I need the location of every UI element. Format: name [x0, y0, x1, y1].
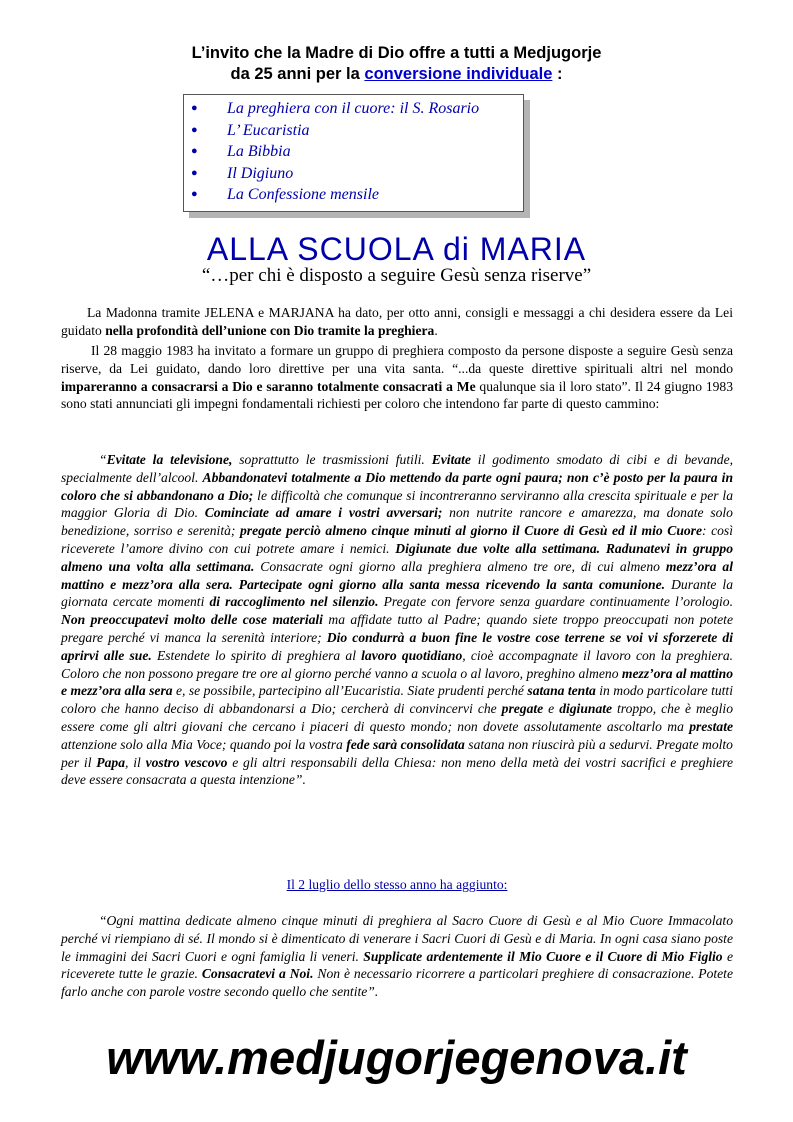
bullet-icon: ●	[191, 188, 198, 201]
bold-text-run: vostro vescovo	[145, 754, 228, 770]
bullet-icon: ●	[191, 123, 198, 136]
text-run: Estendete lo spirito di preghiera al	[151, 647, 362, 663]
bold-text-run: mezz’ora al mattino e mezz’ora alla sera. Partecipate ogni giorno alla santa messa ricevendo la santa comunione.	[61, 558, 733, 592]
text-run: .	[434, 322, 438, 338]
text-run: e gli altri responsabili della Chiesa: non meno della metà dei vostri sacrifici e preghiere deve essere consacrata a questa intenzione”.	[61, 754, 733, 788]
bold-text-run: Papa	[96, 754, 125, 770]
intro-paragraph	[61, 304, 733, 340]
text-run: soprattutto le trasmissioni futili.	[232, 452, 432, 467]
text-run: non nutrite rancore e amarezza, ma donate solo benedizione, sorriso e serenità;	[61, 505, 733, 539]
bold-text-run: Digiunate due volte alla settimana. Radunatevi in gruppo almeno una volta alla settimana.	[61, 540, 733, 574]
text-run: “Ogni mattina dedicate almeno cinque minuti di preghiera al Sacro Cuore di Gesù e al Mio Cuore Immacolato perché vi riempiano di sé. Il mondo si è dimenticato di venerare i Sacri Cuori di Gesù e di Maria. In ogni casa siano poste le immagini dei Sacri Cuori e ogni famiglia li veneri.	[61, 913, 733, 964]
bold-text-run: di raccoglimento nel silenzio.	[209, 594, 379, 610]
bullet-icon: ●	[191, 145, 198, 158]
text-run: , il	[125, 754, 146, 770]
bold-text-run: Dio condurrà a buon fine le vostre cose terrene se voi vi sforzerete di aprirvi alle sue.	[61, 629, 733, 663]
text-run: , cioè accompagnate il lavoro con la preghiera. Coloro che non possono pregare tre ore al giorno perché vanno a scuola o al lavoro, preghino almeno	[61, 647, 734, 681]
text-run: ma affidate tutto al Padre; quando siete troppo preoccupati non potete pregare perché vi manca la serenità interiore;	[61, 612, 733, 645]
text-run: Pregate con fervore senza guardare continuamente l’orologio.	[378, 594, 733, 610]
text-run: e	[543, 701, 560, 717]
practice-item-label: La Bibbia	[227, 143, 291, 161]
text-run: e riceverete tutte le grazie.	[61, 948, 733, 982]
practice-item-label: La preghiera con il cuore: il S. Rosario	[227, 100, 480, 117]
practices-list	[184, 98, 523, 206]
text-run: Il 28 maggio 1983 ha invitato a formare un gruppo di preghiera composto da persone disposte a seguire Gesù senza riserve, da Lei guidato, dando loro direttive per una vita santa. “...da queste direttive spirituali altri nel mondo	[61, 343, 733, 376]
text-run: : così riceverete l’amore divino con cui potrete amare i nemici.	[61, 523, 733, 556]
text-run: satana non riuscirà più a sedurvi. Pregate molto per il	[61, 736, 733, 770]
bold-text-run: Consacratevi a Noi.	[201, 966, 314, 982]
page-title: ALLA SCUOLA di MARIA	[206, 231, 587, 267]
july-heading-link[interactable]: Il 2 luglio dello stesso anno ha aggiunto:	[286, 877, 508, 892]
message-june-paragraph	[61, 451, 733, 789]
practice-item	[184, 184, 523, 206]
website-url: www.medjugorjegenova.it	[106, 1031, 687, 1084]
text-run: attenzione solo alla Mia Voce; quando poi la vostra	[61, 736, 347, 752]
practice-item	[184, 141, 523, 163]
page-subtitle: “…per chi è disposto a seguire Gesù senza riserve”	[201, 265, 592, 286]
text-run: Durante la giornata cercate momenti	[61, 576, 733, 610]
directives-paragraph	[61, 342, 733, 413]
text-run: le difficoltà che comunque si incontreranno serviranno alla crescita spirituale e per la maggior Gloria di Dio.	[61, 487, 733, 521]
text-run: qualunque sia il loro stato”. Il 24 giugno 1983 sono stati annunciati gli impegni fondamentali richiesti per coloro che intendono far parte di questo cammino:	[61, 378, 734, 412]
practice-item	[184, 120, 523, 142]
bold-text-run: Abbandonatevi totalmente a Dio mettendo da parte ogni paura; non c’è posto per la paura in coloro che si abbandonano a Dio;	[61, 469, 734, 503]
header-line-1: L’invito che la Madre di Dio offre a tutti a Medjugorje	[191, 44, 602, 62]
text-run: troppo, che è meglio essere come gli altri giovani che cercano i piaceri di questo mondo; non dovete assolutamente ascoltarlo ma	[61, 701, 733, 734]
header-line-2-suffix: :	[552, 65, 563, 83]
header-line-2	[60, 64, 733, 84]
bold-text-run: Supplicate ardentemente il Mio Cuore e il Cuore di Mio Figlio	[363, 948, 723, 964]
bold-text-run: Non preoccupatevi molto delle cose materiali	[61, 612, 323, 628]
practice-item	[184, 163, 523, 185]
text-run: in modo particolare tutti coloro che hanno deciso di abbandonarsi a Dio; cercherà di convincervi che	[61, 683, 733, 717]
conversione-link[interactable]: conversione individuale	[364, 65, 553, 83]
header-line-2-prefix: da 25 anni per la	[230, 65, 365, 83]
text-run: La Madonna tramite JELENA e MARJANA ha dato, per otto anni, consigli e messaggi a chi desidera essere da Lei guidato	[61, 305, 733, 338]
text-run: Consacrate ogni giorno alla preghiera almeno tre ore, di cui almeno	[254, 558, 666, 574]
message-july-paragraph	[61, 912, 733, 1001]
practice-item-label: La Confessione mensile	[227, 186, 379, 204]
bold-text-run: lavoro quotidiano	[361, 647, 463, 663]
text-run: il godimento smodato di cibi e di bevande, specialmente dell’alcool.	[61, 452, 734, 485]
bold-text-run: pregate	[501, 701, 544, 717]
bold-text-run: digiunate	[559, 701, 613, 717]
text-run: Non è necessario ricorrere a particolari preghiere di consacrazione. Potete farlo anche con parole vostre secondo quello che sentite”.	[61, 966, 733, 1000]
bold-text-run: prestate	[689, 718, 733, 734]
bullet-icon: ●	[191, 102, 198, 114]
bold-text-run: satana tenta	[527, 683, 596, 699]
bold-text-run: nella profondità dell’unione con Dio tramite la preghiera	[105, 322, 435, 338]
practice-item-label: L’ Eucaristia	[227, 121, 310, 139]
practices-box	[183, 94, 524, 212]
bold-text-run: Evitate la televisione,	[106, 452, 233, 467]
text-run: e, se possibile, partecipino all’Eucaristia. Siate prudenti perché	[172, 683, 528, 699]
practice-item	[184, 98, 523, 120]
bold-text-run: pregate perciò almeno cinque minuti al giorno il Cuore di Gesù ed il mio Cuore	[240, 523, 702, 539]
bold-text-run: fede sarà consolidata	[346, 736, 465, 752]
bold-text-run: impareranno a consacrarsi a Dio e saranno totalmente consacrati a Me	[61, 378, 476, 394]
practice-item-label: Il Digiuno	[227, 164, 294, 182]
bold-text-run: Cominciate ad amare i vostri avversari;	[204, 505, 443, 521]
bold-text-run: Evitate	[431, 452, 471, 467]
text-run: “	[99, 452, 107, 467]
bold-text-run: mezz’ora al mattino e mezz’ora alla sera	[61, 665, 734, 699]
bullet-icon: ●	[191, 166, 198, 179]
